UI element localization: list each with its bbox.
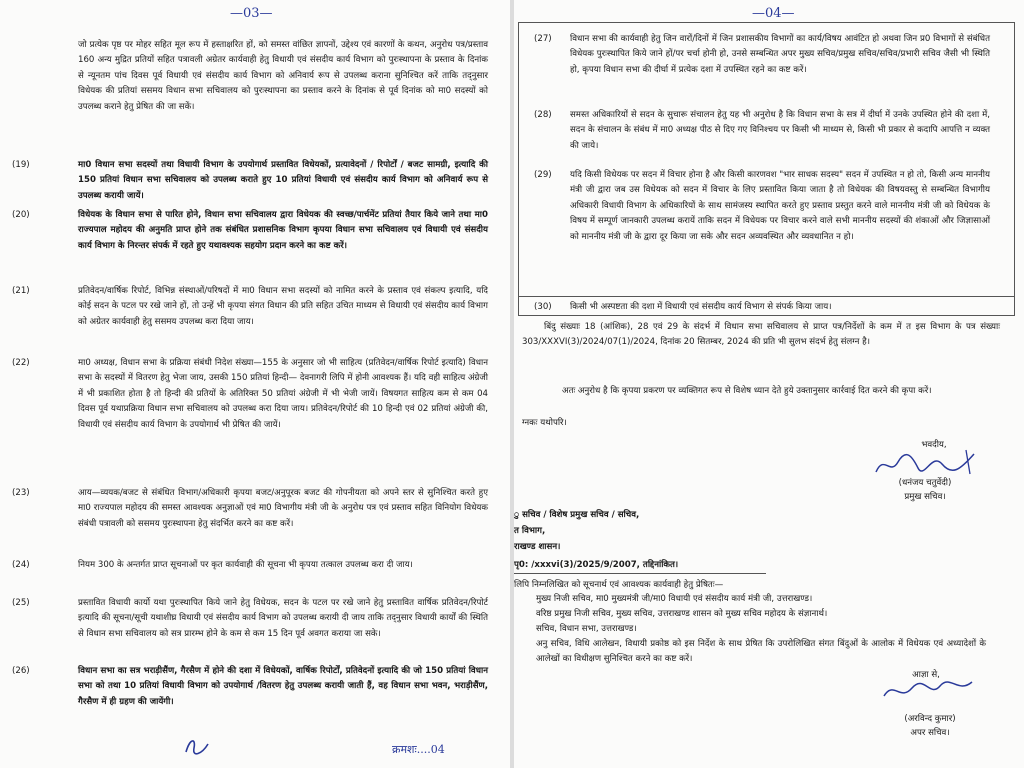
item-number: (29) [534,170,552,180]
copy-item: मुख्य निजी सचिव, मा0 मुख्यमंत्री जी/मा0 विधायी एवं संसदीय कार्य मंत्री जी, उत्तराखण्ड। [536,594,813,604]
copy-item: सचिव, विधान सभा, उत्तराखण्ड। [536,624,637,634]
request-paragraph: अतः अनुरोध है कि कृपया प्रकरण पर व्यक्तिगत रूप से विशेष ध्यान देते हुये उक्तानुसार कार्रवाई दित करने की कृपा करें। [562,386,932,396]
page-number: —04— [752,6,795,21]
item-text-19: मा0 विधान सभा सदस्यों तथा विधायी विभाग के उपयोगार्थ प्रस्तावित विधेयकों, प्रत्यावेदनों / रिपोर्टों / बजट सामग्री, इत्यादि की 150 प्रतियां विधान सभा सचिवालय को उपलब्ध कराते हुए 10 प्रतियां विधायी एवं संसदीय कार्य विभाग को अनिवार्य रूप से उपलब्ध करायी जायें। [78,160,488,201]
page-number: —03— [230,6,273,21]
closing-text: आज्ञा से, [912,670,940,680]
item-text-28: समस्त अधिकारियों से सदन के सुचारू संचालन हेतु यह भी अनुरोध है कि विधान सभा के सत्र में दीर्घा में उनके उपस्थित होने की दशा में, सदन के संचालन के संबंध में मा0 अध्यक्ष पीठ से दिए गए विनिश्चय पर किसी भी माध्यम से, किसी भी प्रकार से कदापि आपत्ति न व्यक्त की जाये। [570,110,990,151]
signatory-designation: अपर सचिव। [910,728,950,738]
item-text-30: किसी भी अस्पष्टता की दशा में विधायी एवं संसदीय कार्य विभाग से संपर्क किया जाय। [570,302,832,312]
enclosure-line: ग्नकः यथोपरि। [522,418,567,428]
department-line: त विभाग, [514,526,546,536]
item-text-20: विधेयक के विधान सभा से पारित होने, विधान सभा सचिवालय द्वारा विधेयक की स्वच्छ/पार्चमेंट प्रतियां तैयार किये जाने तथा मा0 राज्यपाल महोदय की अनुमति प्राप्त होने तक संबंधित प्रशासनिक विभाग कृपया विधान सभा सचिवालय एवं विधायी एवं संसदीय कार्य विभाग के निरन्तर संपर्क में रहते हुए यथावश्यक सहयोग प्रदान करने का कष्ट करें। [78,210,488,251]
item-text-27: विधान सभा की कार्यवाही हेतु जिन वारों/दिनों में जिन प्रशासकीय विभागों का कार्य/विषय आवंटित हो अथवा जिन प्र0 विभागों से संबंधित विधेयक पुरःस्थापित किये जाने हों/पर चर्चा होनी हो, उनसे सम्बन्धित अपर मुख्य सचिव/प्रमुख सचिव/सचिव/प्रभारी सचिव जैसी भी स्थिति हो, कृपया विधान सभा की दीर्घा में प्रत्येक दशा में उपस्थित रहने का कष्ट करें। [570,34,990,75]
government-line: राखण्ड शासन। [514,542,561,552]
left-page [0,0,510,768]
item-number: (24) [12,560,30,570]
copy-intro: लिपि निम्नलिखित को सूचनार्थ एवं आवश्यक कार्यवाही हेतु प्रेषितः— [514,580,724,590]
item-text-29: यदि किसी विधेयक पर सदन में विचार होना है और किसी कारणवश "भार साधक सदस्य" सदन में उपस्थित न हो तो, किसी अन्य माननीय मंत्री जी द्वारा जब उस विधेयक को सदन में विचार के लिए प्रस्तावित किया जाता है तो विधेयक की विषयवस्तु से सम्बन्धित विभागीय अधिकारी विधायी विभाग के अधिकारियों के साथ सामंजस्य स्थापित करते हुए प्रस्ताव प्रस्तुत करने वाले माननीय मंत्री जी को विधेयक के विषय में सम्पूर्ण जानकारी उपलब्ध करायें ताकि सदन में विधेयक पर विचार करने वाले सभी माननीय सदस्यों की शंकाओं और जिज्ञासाओं को माननीय मंत्री जी के द्वारा दूर किया जा सके और सदन अव्यवस्थित और व्यवधानित न हो। [570,170,990,242]
item-number: (28) [534,110,552,120]
reference-paragraph: बिंदु संख्याः 18 (आंशिक), 28 एवं 29 के संदर्भ में विधान सभा सचिवालय से प्राप्त पत्र/निर्देशों के कम में त इस विभाग के पत्र संख्याः 303/XXXVI(3)/2024/07(1)/2024, दिनांक 20 सितम्बर, 2024 की प्रति भी सुलभ संदर्भ हेतु संलग्न है। [522,322,1000,348]
item-text-24: नियम 300 के अन्तर्गत प्राप्त सूचनाओं पर कृत कार्यवाही की सूचना भी कृपया तत्काल उपलब्ध करा दी जाय। [78,560,413,570]
signatory-designation: प्रमुख सचिव। [904,492,946,502]
item-number: (21) [12,286,30,296]
item-text-23: आय—व्ययक/बजट से संबंधित विभाग/अधिकारी कृपया बजट/अनुपूरक बजट की गोपनीयता को अपने स्तर से सुनिश्चित करते हुए मा0 राज्यपाल महोदय की समस्त आवश्यक अनुज्ञाओं एवं मा0 विभागीय मंत्री जी के अनुरोध पत्र एवं प्रस्ताव सहित विनियोग विधेयक संबंधी पत्रावली को ससमय पुरःस्थापना हेतु संदर्भित करने का कष्ट करें। [78,488,488,529]
item-number: (19) [12,160,30,170]
item-text-25: प्रस्तावित विधायी कार्यो यथा पुरःस्थापित किये जाने हेतु विधेयक, सदन के पटल पर रखे जाने हेतु प्रस्तावित वार्षिक प्रतिवेदन/रिपोर्ट इत्यादि की सूचना/सूची यथाशीघ्र विधायी एवं संसदीय कार्य विभाग को उपलब्ध करायी दी जाय ताकि तद्नुसार विधायी कार्यों की स्थिति से विधान सभा सचिवालय को सत्र प्रारम्भ होने के कम से कम 15 दिन पूर्व अवगत कराया जा सके। [78,598,488,639]
addressee-line: ु सचिव / विशेष प्रमुख सचिव / सचिव, [514,510,640,520]
copy-item: वरिष्ठ प्रमुख निजी सचिव, मुख्य सचिव, उत्तराखण्ड शासन को मुख्य सचिव महोदय के संज्ञानार्थ। [536,609,828,619]
signature-icon [870,446,980,480]
item-number: (23) [12,488,30,498]
signature-icon [878,676,978,706]
signatory-name: (धनंजय चतुर्वेदी) [898,478,952,488]
handwritten-initial-icon [182,734,212,758]
item-number: (26) [12,666,30,676]
copy-item: अनु सचिव, विधि आलेखन, विधायी प्रकोष्ठ को इस निर्देश के साथ प्रेषित कि उपरोलिखित संगत बिंदुओं के आलोक में विधेयक एवं अध्यादेशों के आलेखों का विधीक्षण सुनिश्चित करने का कष्ट करें। [536,639,986,665]
item-number: (25) [12,598,30,608]
item-text-26: विधान सभा का सत्र भराड़ीसैंण, गैरसैण में होने की दशा में विधेयकों, वार्षिक रिपोर्टों, प्रतिवेदनों इत्यादि की जो 150 प्रतियां विधान सभा को तथा 10 प्रतियां विधायी विभाग को उपयोगार्थ /वितरण हेतु उपलब्ध करायी जाती हैं, वह विधान सभा भवन, भराड़ीसैंण, गैरसैण में ही ग्रहण की जायेंगी। [78,666,488,707]
item-text-21: प्रतिवेदन/वार्षिक रिपोर्ट, विभिन्न संस्थाओं/परिषदों में मा0 विधान सभा सदस्यों को नामित करने के प्रस्ताव एवं संकल्प इत्यादि, यदि कोई सदन के पटल पर रखे जाने हों, तो उन्हें भी कृपया संगत विधान की प्रति सहित उचित माध्यम से विधायी एवं संसदीय कार्य विभाग को अग्रेतर कार्यवाही हेतु ससमय उपलब्ध करा दिया जाय। [78,286,488,327]
continued-note: क्रमशः....04 [392,743,445,756]
intro-paragraph: जो प्रत्येक पृष्ठ पर मोहर सहित मूल रूप में हस्ताक्षरित हों, को समस्त वांछित ज्ञापनों, उद्देश्य एवं कारणों के कथन, अनुरोध पत्र/प्रस्ताव 160 अन्य मुद्रित प्रतियों सहित पत्रावली अग्रेतर कार्यवाही हेतु विधायी एवं संसदीय कार्य विभाग को पुरःस्थापना के प्रस्ताव के दिनांक से न्यूनतम पांच दिवस पूर्व विधायी एवं संसदीय कार्य विभाग को अनिवार्य रूप से उपलब्ध कराना सुनिश्चित करें ताकि तद्नुसार विधेयक की प्रतियां ससमय विधान सभा सचिवालय को पुरःस्थापना का प्रस्ताव करने के दिनांक से पूर्व दिनांक को मा0 सदस्यों को उपलब्ध कराने हेतु प्रेषित की जा सकें। [78,40,489,112]
signatory-name: (अरविन्द कुमार) [904,714,956,724]
item-number: (20) [12,210,30,220]
item-number: (30) [534,302,552,312]
item-number: (27) [534,34,552,44]
closing-text: भवदीय, [921,440,947,450]
memo-underline [514,573,766,574]
divider [518,296,1014,297]
memo-number: पृ0: /xxxvi(3)/2025/9/2007, तद्दिनांकित। [514,560,679,570]
item-number: (22) [12,358,30,368]
right-page [514,0,1024,768]
item-text-22: मा0 अध्यक्ष, विधान सभा के प्रक्रिया संबंधी निदेश संख्या—155 के अनुसार जो भी साहित्य (प्रतिवेदन/वार्षिक रिपोर्ट इत्यादि) विधान सभा के सदस्यों में वितरण हेतु भेजा जाय, उसकी 150 प्रतियां हिन्दी— देवनागरी लिपि में होनी आवश्यक हैं। यदि वही साहित्य अंग्रेजी में भी प्रकाशित होता है तो हिन्दी की प्रतियों के अतिरिक्त 50 प्रतियां अंग्रेजी में भी भेजी जायें। विषयगत साहित्य कम से कम 04 दिवस पूर्व यथाप्रक्रिया विधान सभा सचिवालय को उपलब्ध करा दिया जाय। प्रतिवेदन/रिपोर्ट की 10 हिन्दी एवं 02 प्रतियां अंग्रेजी की, विधायी एवं संसदीय कार्य विभाग के उपयोगार्थ भी प्रेषित की जायें। [78,358,488,430]
